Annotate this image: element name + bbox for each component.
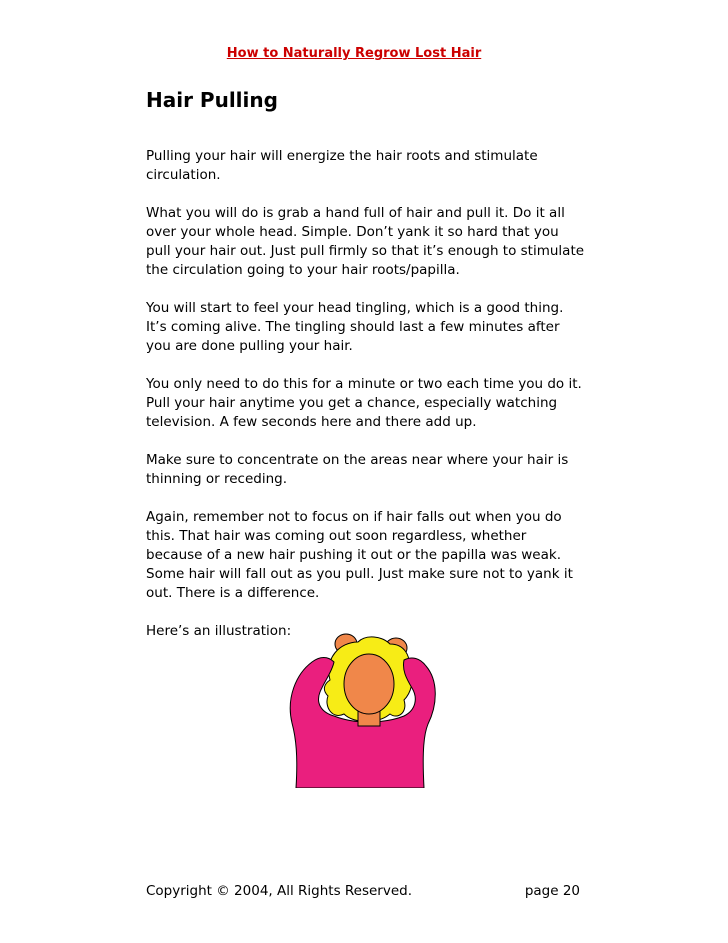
paragraph: Here’s an illustration: — [146, 623, 292, 639]
paragraph: You only need to do this for a minute or two each time you do it. Pull your hair anytime you get a chance, especially watching television. A few seconds here and there add up. — [146, 376, 582, 430]
paragraph: What you will do is grab a hand full of hair and pull it. Do it all over your whole head. Simple. Don’t yank it so hard that you pull your hair out. Just pull firmly so that it’s enough to stimulate the circulation going to your hair roots/papilla. — [146, 205, 585, 278]
paragraph: You will start to feel your head tingling, which is a good thing. It’s coming alive. The tingling should last a few minutes after you are done pulling your hair. — [146, 300, 564, 354]
header-title: How to Naturally Regrow Lost Hair — [226, 46, 482, 61]
page-number: page 20 — [524, 883, 580, 899]
hair-pulling-illustration — [278, 628, 448, 792]
paragraph: Again, remember not to focus on if hair falls out when you do this. That hair was coming out soon regardless, whether because of a new hair pushing it out or the papilla was weak. Some hair will fall out as you pull. Just make sure not to yank it out. There is a difference. — [146, 509, 573, 601]
paragraph: Pulling your hair will energize the hair roots and stimulate circulation. — [146, 148, 538, 183]
page-footer — [146, 883, 580, 899]
body-text — [146, 147, 586, 660]
section-title: Hair Pulling — [146, 88, 278, 112]
person-pulling-hair-image — [278, 628, 448, 788]
document-header — [0, 42, 728, 61]
copyright-text: Copyright © 2004, All Rights Reserved. — [146, 883, 413, 899]
paragraph: Make sure to concentrate on the areas near where your hair is thinning or receding. — [146, 452, 569, 487]
